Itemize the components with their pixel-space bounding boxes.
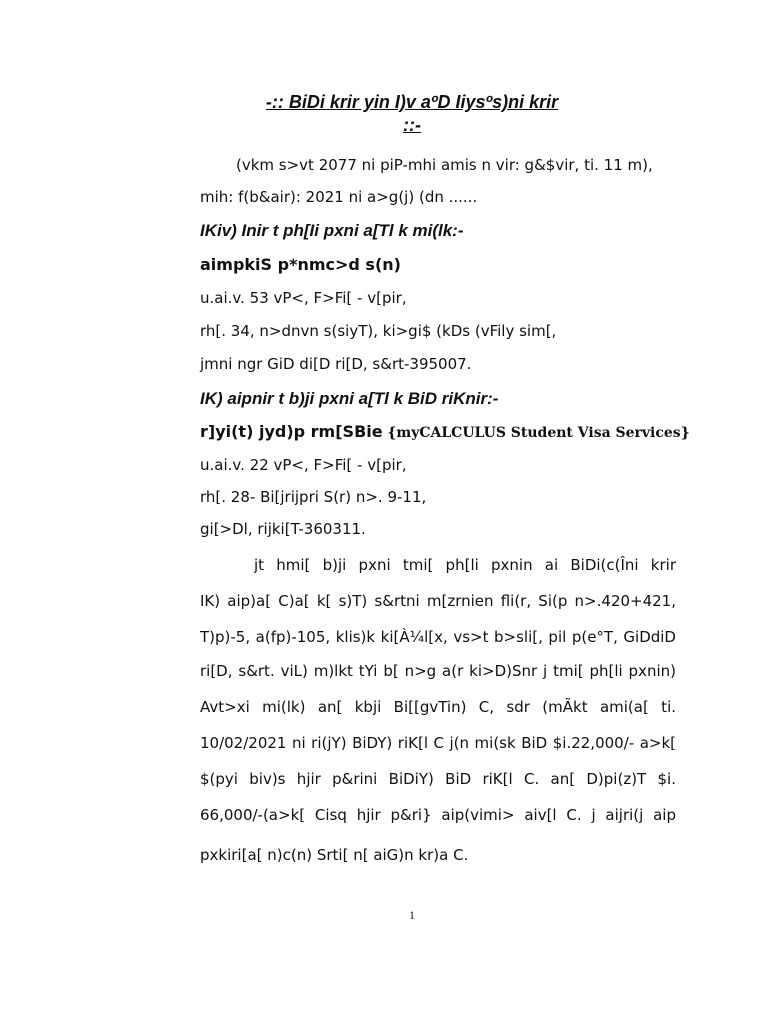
- page-number: 1: [409, 908, 415, 922]
- body-line-4: ri[D, s&rt. viL) m)lkt tYi b[ n>g a(r ki>D)Snr j tmi[ ph[li pxnin): [200, 662, 676, 680]
- body-line-9: pxkiri[a[ n)c(n) Srti[ n[ aiG)n kr)a C.: [200, 846, 469, 864]
- body-line-5: Avt>xi mi(lk) an[ kbji Bi[[gvTin) C, sdr (mÃkt ami(a[ ti.: [200, 698, 676, 716]
- body-line-8: 66,000/-(a>k[ Cisq hjir p&ri} aip(vimi> aiv[l C. j aijri(j aip: [200, 806, 676, 824]
- party2-address-line-2: rh[. 28- Bi[jrijpri S(r) n>. 9-11,: [200, 488, 427, 506]
- party2-address-line-1: u.ai.v. 22 vP<, F>Fi[ - v[pir,: [200, 456, 407, 474]
- party2-business-name: {myCALCULUS Student Visa Services}: [387, 425, 690, 441]
- intro-line-1: (vkm s>vt 2077 ni piP-mhi amis n vir: g&$vir, ti. 11 m),: [236, 156, 653, 174]
- intro-line-2: mih: f(b&air): 2021 ni a>g(j) (dn ......: [200, 188, 478, 206]
- document-title: -:: BiDi krir yin I)v aºD Iiysºs)ni krir: [265, 92, 559, 112]
- body-line-3: T)p)-5, a(fp)-105, klis)k ki[À¼l[x, vs>t b>sli[, pil p(e°T, GiDdiD: [200, 628, 676, 646]
- body-line-2: IK) aip)a[ C)a[ k[ s)T) s&rtni m[zrnien fli(r, Si(p n>.420+421,: [200, 592, 676, 610]
- party1-address-line-2: rh[. 34, n>dnvn s(siyT), ki>gi$ (kDs (vFily sim[,: [200, 322, 557, 340]
- party2-name-main: r]yi(t) jyd)p rm[SBie: [200, 422, 383, 441]
- party2-address-line-3: gi[>Dl, rijki[T-360311.: [200, 520, 366, 538]
- party2-heading: IK) aipnir t b)ji pxni a[Tl k BiD riKnir:-: [200, 389, 499, 408]
- party1-name: aimpkiS p*nmc>d s(n): [200, 255, 401, 274]
- document-title-continuation: ::-: [403, 115, 421, 135]
- body-line-6: 10/02/2021 ni ri(jY) BiDY) riK[l C j(n mi(sk BiD $i.22,000/- a>k[: [200, 734, 676, 752]
- party1-heading: IKiv) Inir t ph[Ii pxni a[Tl k mi(lk:-: [200, 221, 464, 240]
- party2-name: [200, 422, 690, 441]
- party1-address-line-1: u.ai.v. 53 vP<, F>Fi[ - v[pir,: [200, 289, 407, 307]
- party1-address-line-3: jmni ngr GiD di[D ri[D, s&rt-395007.: [200, 355, 472, 373]
- body-line-7: $(pyi biv)s hjir p&rini BiDiY) BiD riK[l C. an[ D)pi(z)T $i.: [200, 770, 676, 788]
- body-line-1: jt hmi[ b)ji pxni tmi[ ph[li pxnin ai BiDi(c(Îni krir: [254, 556, 676, 574]
